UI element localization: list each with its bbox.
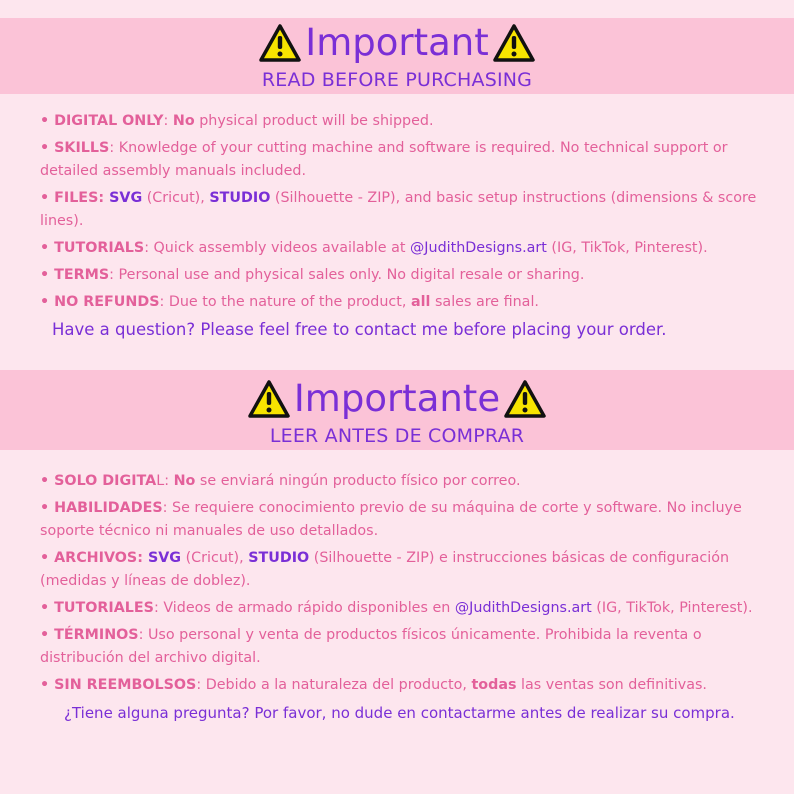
contact-question: ¿Tiene alguna pregunta? Por favor, no dude en contactarme antes de realizar su compra. — [64, 704, 735, 722]
format-svg: SVG — [109, 190, 143, 206]
item-text: : Debido a la naturaleza del producto, — [196, 677, 472, 693]
item-key: • TÉRMINOS — [40, 627, 139, 643]
warning-icon — [504, 379, 546, 419]
item-text: : Se requiere conocimiento previo de su máquina de corte y software. No incluye soporte técnico ni manuales de uso detallados. — [40, 500, 742, 539]
english-header-banner — [0, 18, 794, 94]
item-text: sales are final. — [430, 294, 539, 310]
list-item-habilidades — [40, 497, 780, 543]
item-text: (Silhouette - ZIP) e instrucciones básicas de configuración (medidas y líneas de doblez). — [40, 550, 730, 589]
item-key: • ARCHIVOS: — [40, 550, 148, 566]
item-text: (Cricut), — [142, 190, 210, 206]
spanish-terms-list — [40, 470, 780, 725]
list-item-digital-only — [40, 110, 780, 133]
spanish-header-banner — [0, 370, 794, 450]
english-terms-list — [40, 110, 780, 342]
item-key: • DIGITAL ONLY — [40, 113, 164, 129]
spanish-title-row — [0, 374, 794, 424]
list-item-solo-digital — [40, 470, 780, 493]
warning-icon — [493, 23, 535, 63]
item-text: physical product will be shipped. — [194, 113, 434, 129]
item-key: • TERMS — [40, 267, 110, 283]
item-text: las ventas son definitivas. — [516, 677, 707, 693]
list-item-terms — [40, 264, 780, 287]
item-text: (Silhouette - ZIP), and basic setup instructions (dimensions & score lines). — [40, 190, 757, 229]
social-handle: @JudithDesigns.art — [454, 600, 592, 616]
english-title: Important — [305, 21, 489, 64]
list-item-tutorials — [40, 237, 780, 260]
spanish-title: Importante — [293, 377, 501, 420]
english-title-row — [0, 18, 794, 68]
spanish-subtitle: LEER ANTES DE COMPRAR — [269, 425, 525, 447]
item-text: : — [163, 113, 173, 129]
item-text: : Quick assembly videos available at — [144, 240, 410, 256]
item-text: : Uso personal y venta de productos físicos únicamente. Prohibida la reventa o distribución del archivo digital. — [40, 627, 702, 666]
contact-question: Have a question? Please feel free to contact me before placing your order. — [52, 320, 667, 339]
item-key: • HABILIDADES — [40, 500, 163, 516]
emphasis-no: No — [172, 113, 195, 129]
item-text: L: — [156, 473, 174, 489]
emphasis-all: all — [410, 294, 431, 310]
format-studio: STUDIO — [209, 190, 271, 206]
item-text: (IG, TikTok, Pinterest). — [591, 600, 753, 616]
english-subtitle: READ BEFORE PURCHASING — [261, 69, 533, 91]
item-text: (Cricut), — [181, 550, 249, 566]
emphasis-todas: todas — [471, 677, 517, 693]
list-item-terminos — [40, 624, 780, 670]
item-text: : Knowledge of your cutting machine and software is required. No technical support or detailed assembly manuals included. — [40, 140, 728, 179]
item-text: : Due to the nature of the product, — [159, 294, 411, 310]
item-key: • FILES: — [40, 190, 110, 206]
item-key: • TUTORIALS — [40, 240, 145, 256]
format-studio: STUDIO — [248, 550, 310, 566]
item-key: • TUTORIALES — [40, 600, 154, 616]
list-item-no-refunds — [40, 291, 780, 314]
list-item-archivos — [40, 547, 780, 593]
format-svg: SVG — [147, 550, 182, 566]
warning-icon — [259, 23, 301, 63]
item-key: • NO REFUNDS — [40, 294, 160, 310]
item-text: se enviará ningún producto físico por correo. — [195, 473, 521, 489]
list-item-tutoriales — [40, 597, 780, 620]
item-text: : Personal use and physical sales only. No digital resale or sharing. — [109, 267, 585, 283]
list-item-files — [40, 187, 780, 233]
emphasis-no: No — [173, 473, 196, 489]
item-key: • SIN REEMBOLSOS — [40, 677, 197, 693]
list-item-skills — [40, 137, 780, 183]
social-handle: @JudithDesigns.art — [410, 240, 547, 256]
list-item-sin-reembolsos — [40, 674, 780, 697]
item-key: • SKILLS — [40, 140, 110, 156]
warning-icon — [248, 379, 290, 419]
item-text: : Videos de armado rápido disponibles en — [153, 600, 455, 616]
item-key: • SOLO DIGITA — [40, 473, 157, 489]
item-text: (IG, TikTok, Pinterest). — [546, 240, 708, 256]
